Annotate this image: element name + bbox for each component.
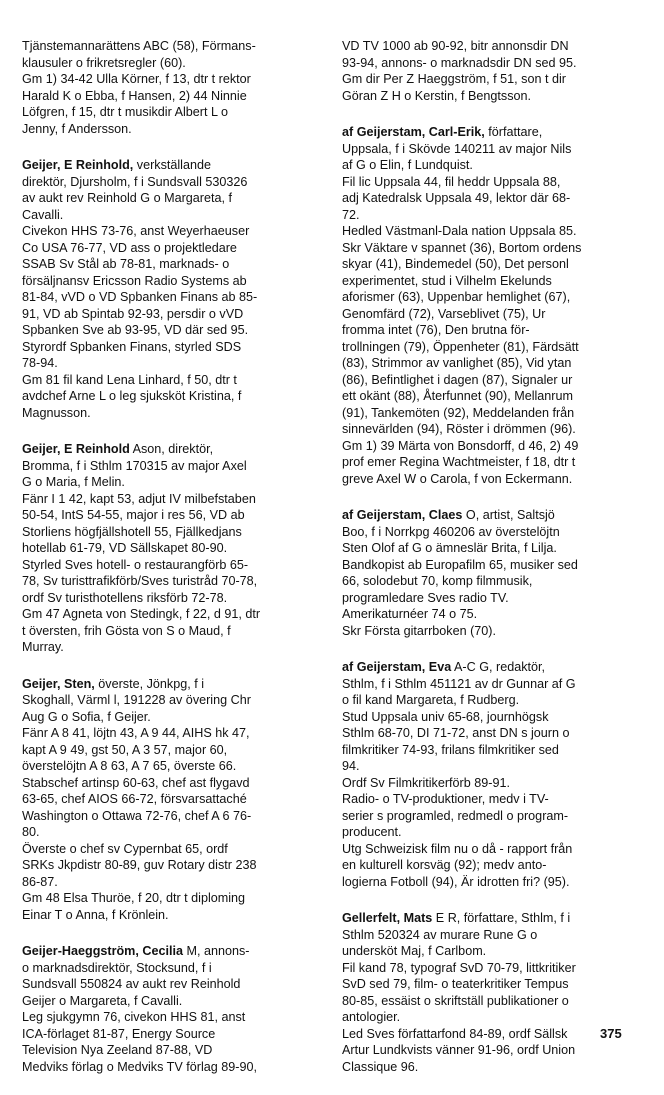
entry [342,910,628,1075]
entry-paragraph: Överste o chef sv Cypernbat 65, ordf SRKs Jkpdistr 80-89, guv Rotary distr 238 86-87. [22,841,257,889]
entry-summary: överste, Jönkpg, f i Skoghall, Värml l, 191228 av övering Chr Aug G o Sofia, f Geijer. [22,676,251,724]
entry [342,507,628,639]
entry-paragraph: VD TV 1000 ab 90-92, bitr annonsdir DN 93-94, annons- o marknadsdir DN sed 95. [342,39,577,70]
entry [22,157,308,421]
right-column [342,38,628,1095]
left-column [22,38,308,1095]
entry-name: Geijer, [22,442,61,456]
entry-paragraph: Gm 48 Elsa Thuröe, f 20, dtr t diploming Einar T o Anna, f Krönlein. [22,891,246,922]
entry-summary: A-C G, redaktör, Sthlm, f i Sthlm 451121 av dr Gunnar af G o fil kand Margareta, f Rudberg. [342,660,576,707]
entry-summary: E R, författare, Sthlm, f i Sthlm 520324 av murare Rune G o undersköt Maj, f Carlbom. [342,911,571,958]
entry-header [342,910,628,960]
entry-paragraph: Fänr A 8 41, löjtn 43, A 9 44, AIHS hk 47, kapt A 9 49, gst 50, A 3 57, major 60, överstelöjtn A 8 63, A 7 65, överste 66. Stabschef artinsp 60-63, chef ast flygavd 63-65, chef AIOS 66-72, försvarsattaché Washington o Ottawa 72-76, chef A 6 76- 80. [22,726,252,839]
entry-paragraph: Fänr I 1 42, kapt 53, adjut IV milbefstaben 50-54, IntS 54-55, major i res 56, VD ab Storliens högfjällshotell 55, Fjällkedjans hotellab 61-79, VD Sällskapet 80-90. Styrled Sves hotell- o restaurangförb 65- 78, Sv turisttrafikförb/Sves turistråd 70-78, ordf Sv turisthotellens riksförb 72-78. [22,491,258,605]
entry-paragraph: Gm 47 Agneta von Stedingk, f 22, d 91, dtr t översten, frih Gösta von S o Maud, f Murray. [22,607,261,654]
page-number: 375 [600,1026,622,1041]
entry [342,38,628,104]
entry-paragraph: Skr Väktare v spannet (36), Bortom ordens skyar (41), Bindemedel (50), Det personl experimentet, stud i Vilhelm Ekelunds aforismer (63), Uppenbar hemlighet (67), Genomfärd (72), Varseblivet (75), Ur fromma intet (76), Den brutna för- trollningen (79), Öppenheter (81), Färdsätt (83), Strimmor av vanlighet (85), Vid ytan (86), Befintlighet i dagen (87), Signaler ur ett okänt (88), Återfunnet (90), Mellanrum (91), Tankemöten (92), Meddelanden från sinnevärlden (94), Röster i drömmen (96). [342,240,582,436]
entry-header [22,441,308,491]
entry-paragraph: Fil lic Uppsala 44, fil heddr Uppsala 88, adj Katedralsk Uppsala 49, lektor där 68- 72. [342,174,571,222]
entry-header [22,157,308,223]
entry [22,676,308,924]
entry [22,38,308,137]
entry-paragraph: Gm 1) 39 Märta von Bonsdorff, d 46, 2) 49 prof emer Regina Wachtmeister, f 18, dtr t greve Axel W o Carola, f von Eckermann. [342,438,579,486]
entry-header [342,507,628,557]
entry-paragraph: Fil kand 78, typograf SvD 70-79, littkritiker SvD sed 79, film- o teaterkritiker Tempus 80-85, essäist o skriftställ publikationer o antologier. [342,960,576,1024]
entry-paragraph: Led Sves författarfond 84-89, ordf Sällsk Artur Lundkvists vänner 91-96, ordf Union Classique 96. [342,1026,576,1074]
entry-paragraph: Gm 81 fil kand Lena Linhard, f 50, dtr t avdchef Arne L o leg sjuksköt Kristina, f Magnusson. [22,372,242,420]
entry-paragraph: Skr Första gitarrboken (70). [342,623,496,638]
entry-paragraph: Bandkopist ab Europafilm 65, musiker sed 66, solodebut 70, komp filmmusik, programledare Sves radio TV. [342,557,578,605]
entry-given-name: E Reinhold [64,442,130,456]
entry-summary: verkställande direktör, Djursholm, f i Sundsvall 530326 av aukt rev Reinhold G o Margareta, f Cavalli. [22,158,248,222]
entry-name: Geijer, [22,158,61,172]
entry-summary: O, artist, Saltsjö Boo, f i Norrkpg 460206 av överstelöjtn Sten Olof af G o ämneslär Brita, f Lilja. [342,508,560,555]
entry-header [22,943,308,1009]
entry-paragraph: Civekon HHS 73-76, anst Weyerhaeuser Co USA 76-77, VD ass o projektledare SSAB Sv Stål ab 78-81, marknads- o försäljnansv Ericsson Radio Systems ab 81-84, vVD o VD Spbanken Finans ab 85- 91, VD ab Spintab 92-93, persdir o vVD Spbanken Sve ab 93-95, VD där sed 95. Styrordf Spbanken Finans, styrled SDS 78-94. [22,224,258,370]
entry-name: Geijer-Haeggström, Cecilia [22,944,183,958]
entry-paragraph: Gm 1) 34-42 Ulla Körner, f 13, dtr t rektor Harald K o Ebba, f Hansen, 2) 44 Ninnie Löfgren, f 15, dtr t musikdir Albert L o Jenny, f Andersson. [22,72,251,136]
entry-given-name: E Reinhold, [64,158,134,172]
entry-name: af Geijerstam, Carl-Erik, [342,125,485,139]
entry [342,659,628,890]
entry-name: Geijer, Sten, [22,676,95,691]
entry-paragraph: Utg Schweizisk film nu o då - rapport från en kulturell korsväg (92); medv anto- logierna Fotboll (94), Är idrotten fri? (95). [342,841,573,889]
entry [342,124,628,487]
entry-name: af Geijerstam, Eva [342,660,452,674]
entry-name: Gellerfelt, Mats [342,911,433,925]
entry-paragraph: Amerikaturnéer 74 o 75. [342,607,478,621]
entry [22,441,308,656]
entry-paragraph: Radio- o TV-produktioner, medv i TV- serier s programled, redmedl o program- producent. [342,792,569,839]
entry-paragraph: Hedled Västmanl-Dala nation Uppsala 85. [342,224,577,238]
entry-summary: M, annons- o marknadsdirektör, Stocksund, f i Sundsvall 550824 av aukt rev Reinhold Geijer o Margareta, f Cavalli. [22,944,250,1008]
entry-paragraph: Gm dir Per Z Haeggström, f 51, son t dir Göran Z H o Kerstin, f Bengtsson. [342,72,566,103]
entry-paragraph: Ordf Sv Filmkritikerförb 89-91. [342,775,510,790]
entry-name: af Geijerstam, Claes [342,508,463,522]
entry-header [342,659,628,709]
entry-summary: Ason, direktör, Bromma, f i Sthlm 170315 av major Axel G o Maria, f Melin. [22,442,247,489]
entry-paragraph: Leg sjukgymn 76, civekon HHS 81, anst ICA-förlaget 81-87, Energy Source Television Nya Zeeland 87-88, VD Medviks förlag o Medviks TV förlag 89-90, [22,1010,257,1074]
entry [22,943,308,1075]
entry-paragraph: Stud Uppsala univ 65-68, journhögsk Sthlm 68-70, DI 71-72, anst DN s journ o filmkritiker 74-93, frilans filmkritiker sed 94. [342,709,570,773]
entry-paragraph: Tjänstemannarättens ABC (58), Förmans- klausuler o frikretsregler (60). [22,39,256,70]
entry-header [342,124,628,174]
entry-header [22,676,308,726]
entry-summary: författare, Uppsala, f i Skövde 140211 av major Nils af G o Elin, f Lundquist. [342,125,572,172]
